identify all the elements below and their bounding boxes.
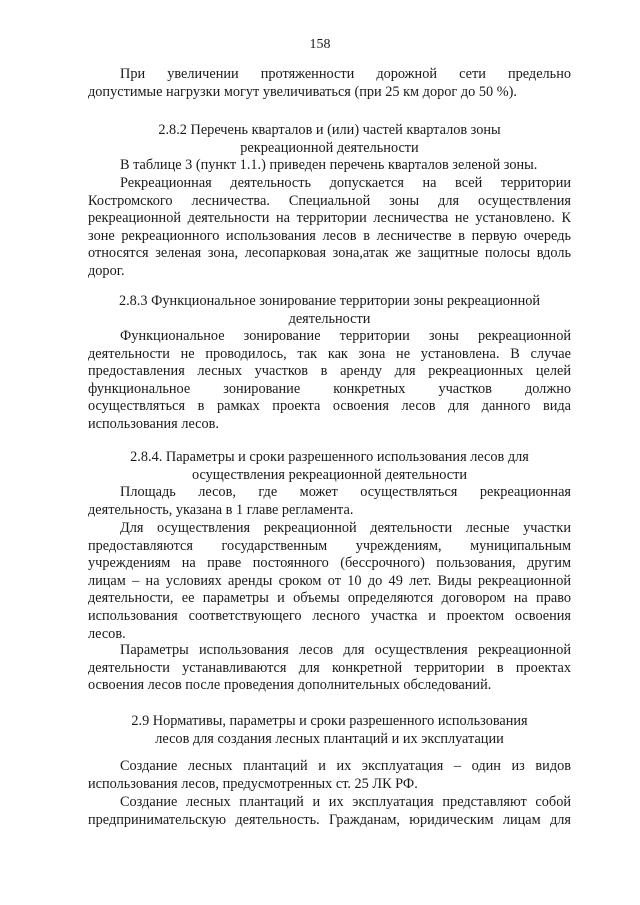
text-line: Костромского лесничества. Специальной зоны для осуществления: [88, 192, 571, 209]
text-line: Функциональное зонирование территории зоны рекреационной: [120, 328, 571, 344]
text-line: При увеличении протяженности дорожной сети предельно: [120, 66, 571, 82]
text-line: деятельности, ее параметры и объемы определяются договором на право: [88, 590, 571, 607]
heading-2-9: [88, 713, 571, 748]
heading-line: 2.8.3 Функциональное зонирование территории зоны рекреационной: [118, 293, 541, 309]
text-line: деятельности не проводилось, так как зона не установлена. В случае: [88, 345, 571, 362]
text-line: Для осуществления рекреационной деятельности лесные участки: [120, 520, 571, 536]
heading-line: деятельности: [288, 310, 371, 327]
text-line: Создание лесных плантаций и их эксплуатация представляют собой: [120, 794, 571, 810]
text-line: В таблице 3 (пункт 1.1.) приведен перечень кварталов зеленой зоны.: [120, 157, 538, 173]
paragraph-road-load: [88, 66, 571, 101]
heading-line: 2.9 Нормативы, параметры и сроки разрешенного использования: [131, 713, 528, 729]
text-line: предоставляются государственным учреждениям, муниципальным: [88, 537, 571, 554]
paragraph-provision: [88, 520, 571, 643]
text-line: относятся зеленая зона, лесопарковая зона,атак же защитные полосы вдоль: [88, 245, 571, 262]
text-line: допустимые нагрузки могут увеличиваться (при 25 км дорог до 50 %).: [88, 83, 517, 100]
text-line: Рекреационная деятельность допускается на всей территории: [120, 175, 571, 191]
text-line: Создание лесных плантаций и их эксплуатация – один из видов: [120, 758, 571, 774]
paragraph-area: [88, 484, 571, 519]
paragraph-zoning: [88, 328, 571, 434]
text-line: рекреационной деятельности на территории лесничества не установлено. К: [88, 210, 571, 227]
text-line: использования лесов.: [88, 415, 219, 432]
paragraph-recreation-allowed: [88, 175, 571, 281]
heading-line: 2.8.2 Перечень кварталов и (или) частей кварталов зоны: [158, 122, 501, 138]
text-line: использования лесов, предусмотренных ст. 25 ЛК РФ.: [88, 775, 418, 792]
text-line: зоне рекреационного использования лесов в лесничестве в первую очередь: [88, 227, 571, 244]
paragraph-parameters: [88, 642, 571, 695]
heading-2-8-2: [88, 122, 571, 157]
text-line: Площадь лесов, где может осуществляться рекреационная: [120, 484, 571, 500]
text-line: предпринимательскую деятельность. Гражданам, юридическим лицам для: [88, 811, 571, 828]
heading-2-8-4: [88, 449, 571, 484]
paragraph-plantations: [88, 758, 571, 793]
heading-line: осуществления рекреационной деятельности: [191, 466, 468, 483]
text-line: использования соответствующего лесного участка и проектом освоения: [88, 607, 571, 624]
text-line: предоставления лесных участков в аренду для рекреационных целей: [88, 363, 571, 380]
heading-line: лесов для создания лесных плантаций и их эксплуатации: [155, 730, 504, 747]
heading-2-8-3: [88, 293, 571, 328]
heading-line: рекреационной деятельности: [240, 139, 419, 156]
text-line: освоения лесов после проведения дополнительных обследований.: [88, 677, 492, 694]
heading-line: 2.8.4. Параметры и сроки разрешенного использования лесов для: [130, 449, 529, 465]
text-line: лесов.: [88, 625, 126, 642]
text-line: дорог.: [88, 262, 125, 279]
text-line: Параметры использования лесов для осуществления рекреационной: [120, 642, 571, 658]
page-number: 158: [309, 37, 331, 52]
paragraph-table-3: [88, 157, 571, 175]
text-line: лицам – на условиях аренды сроком от 10 до 49 лет. Виды рекреационной: [88, 572, 571, 589]
text-line: функциональное зонирование конкретных участков должно: [88, 380, 571, 397]
text-line: осуществляться в рамках проекта освоения лесов для данного вида: [88, 398, 571, 415]
text-line: учреждениям на праве постоянного (бессрочного) пользования, другим: [88, 555, 571, 572]
text-line: деятельности устанавливаются для конкретной территории в проектах: [88, 659, 571, 676]
paragraph-business: [88, 794, 571, 829]
text-line: деятельность, указана в 1 главе регламента.: [88, 501, 354, 518]
